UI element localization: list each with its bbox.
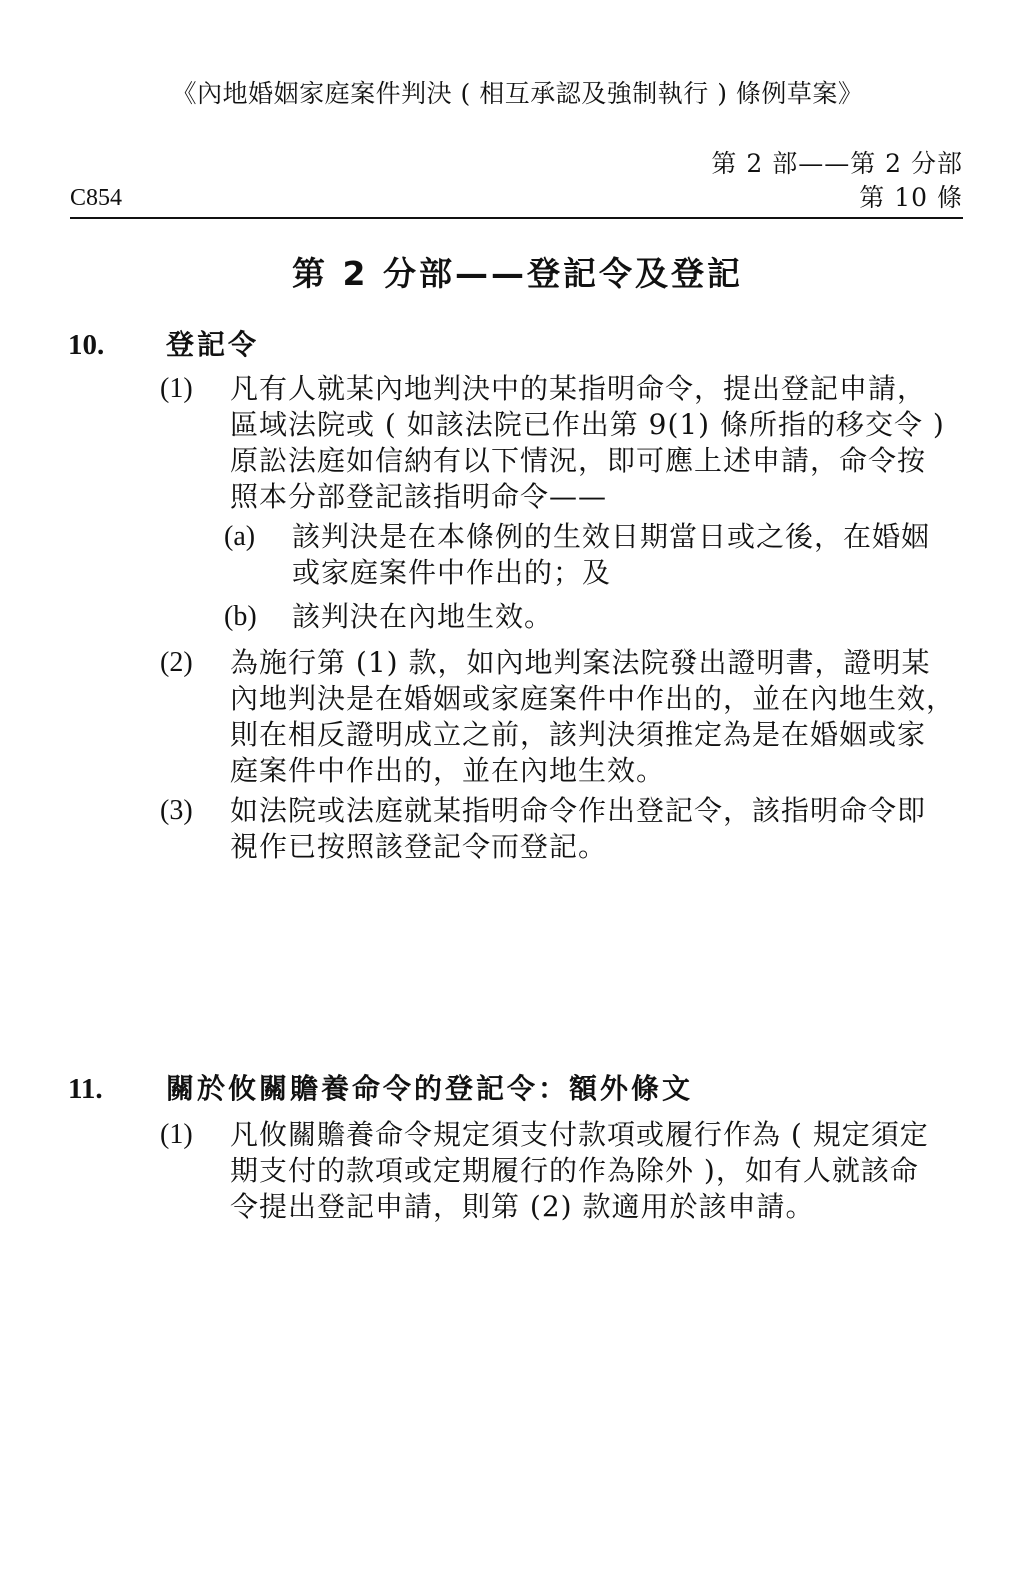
text-line: 庭案件中作出的，並在內地生效。 bbox=[230, 754, 666, 787]
subsection-text bbox=[230, 793, 963, 865]
text-line: 內地判決是在婚姻或家庭案件中作出的，並在內地生效， bbox=[230, 682, 956, 715]
text-line: 令提出登記申請，則第 (2) 款適用於該申請。 bbox=[230, 1190, 815, 1223]
text-line: 為施行第 (1) 款，如內地判案法院發出證明書，證明某 bbox=[230, 646, 931, 679]
paragraph-text bbox=[292, 599, 963, 635]
text-line: 期支付的款項或定期履行的作為除外 )，如有人就該命 bbox=[230, 1154, 919, 1187]
text-line: 則在相反證明成立之前，該判決須推定為是在婚姻或家 bbox=[230, 718, 927, 751]
subsection-text bbox=[230, 371, 963, 515]
subsection-number: (1) bbox=[160, 373, 193, 404]
subdivision-heading: 第 2 分部——登記令及登記 bbox=[292, 254, 743, 293]
subsection-number: (1) bbox=[160, 1119, 193, 1150]
paragraph-text bbox=[292, 519, 963, 591]
section-title: 登記令 bbox=[166, 328, 260, 361]
subsection-number: (2) bbox=[160, 647, 193, 678]
paragraph-label: (b) bbox=[224, 601, 257, 632]
text-line: 該判決在內地生效。 bbox=[292, 600, 554, 633]
document-title: 《內地婚姻家庭案件判決 ( 相互承認及強制執行 ) 條例草案》 bbox=[171, 79, 864, 108]
text-line: 區域法院或 ( 如該法院已作出第 9(1) 條所指的移交令 ) bbox=[230, 408, 945, 441]
section-number: 10. bbox=[68, 329, 105, 361]
subsection-text bbox=[230, 645, 963, 789]
clause-label: 第 10 條 bbox=[859, 183, 963, 212]
text-line: 該判決是在本條例的生效日期當日或之後，在婚姻 bbox=[292, 520, 931, 553]
header-divider bbox=[70, 217, 963, 219]
text-line: 如法院或法庭就某指明命令作出登記令，該指明命令即 bbox=[230, 794, 927, 827]
section-title: 關於攸關贍養命令的登記令：額外條文 bbox=[166, 1072, 694, 1105]
section-number: 11. bbox=[68, 1073, 103, 1105]
text-line: 凡有人就某內地判決中的某指明命令，提出登記申請， bbox=[230, 372, 927, 405]
paragraph-label: (a) bbox=[224, 521, 256, 552]
text-line: 視作已按照該登記令而登記。 bbox=[230, 830, 608, 863]
text-line: 或家庭案件中作出的；及 bbox=[292, 556, 612, 589]
subsection-number: (3) bbox=[160, 795, 193, 826]
text-line: 照本分部登記該指明命令—— bbox=[230, 480, 608, 513]
part-division-label: 第 2 部——第 2 分部 bbox=[711, 149, 963, 178]
text-line: 原訟法庭如信納有以下情況，即可應上述申請，命令按 bbox=[230, 444, 927, 477]
subsection-text bbox=[230, 1117, 963, 1225]
text-line: 凡攸關贍養命令規定須支付款項或履行作為 ( 規定須定 bbox=[230, 1118, 929, 1151]
page-number: C854 bbox=[70, 185, 123, 211]
